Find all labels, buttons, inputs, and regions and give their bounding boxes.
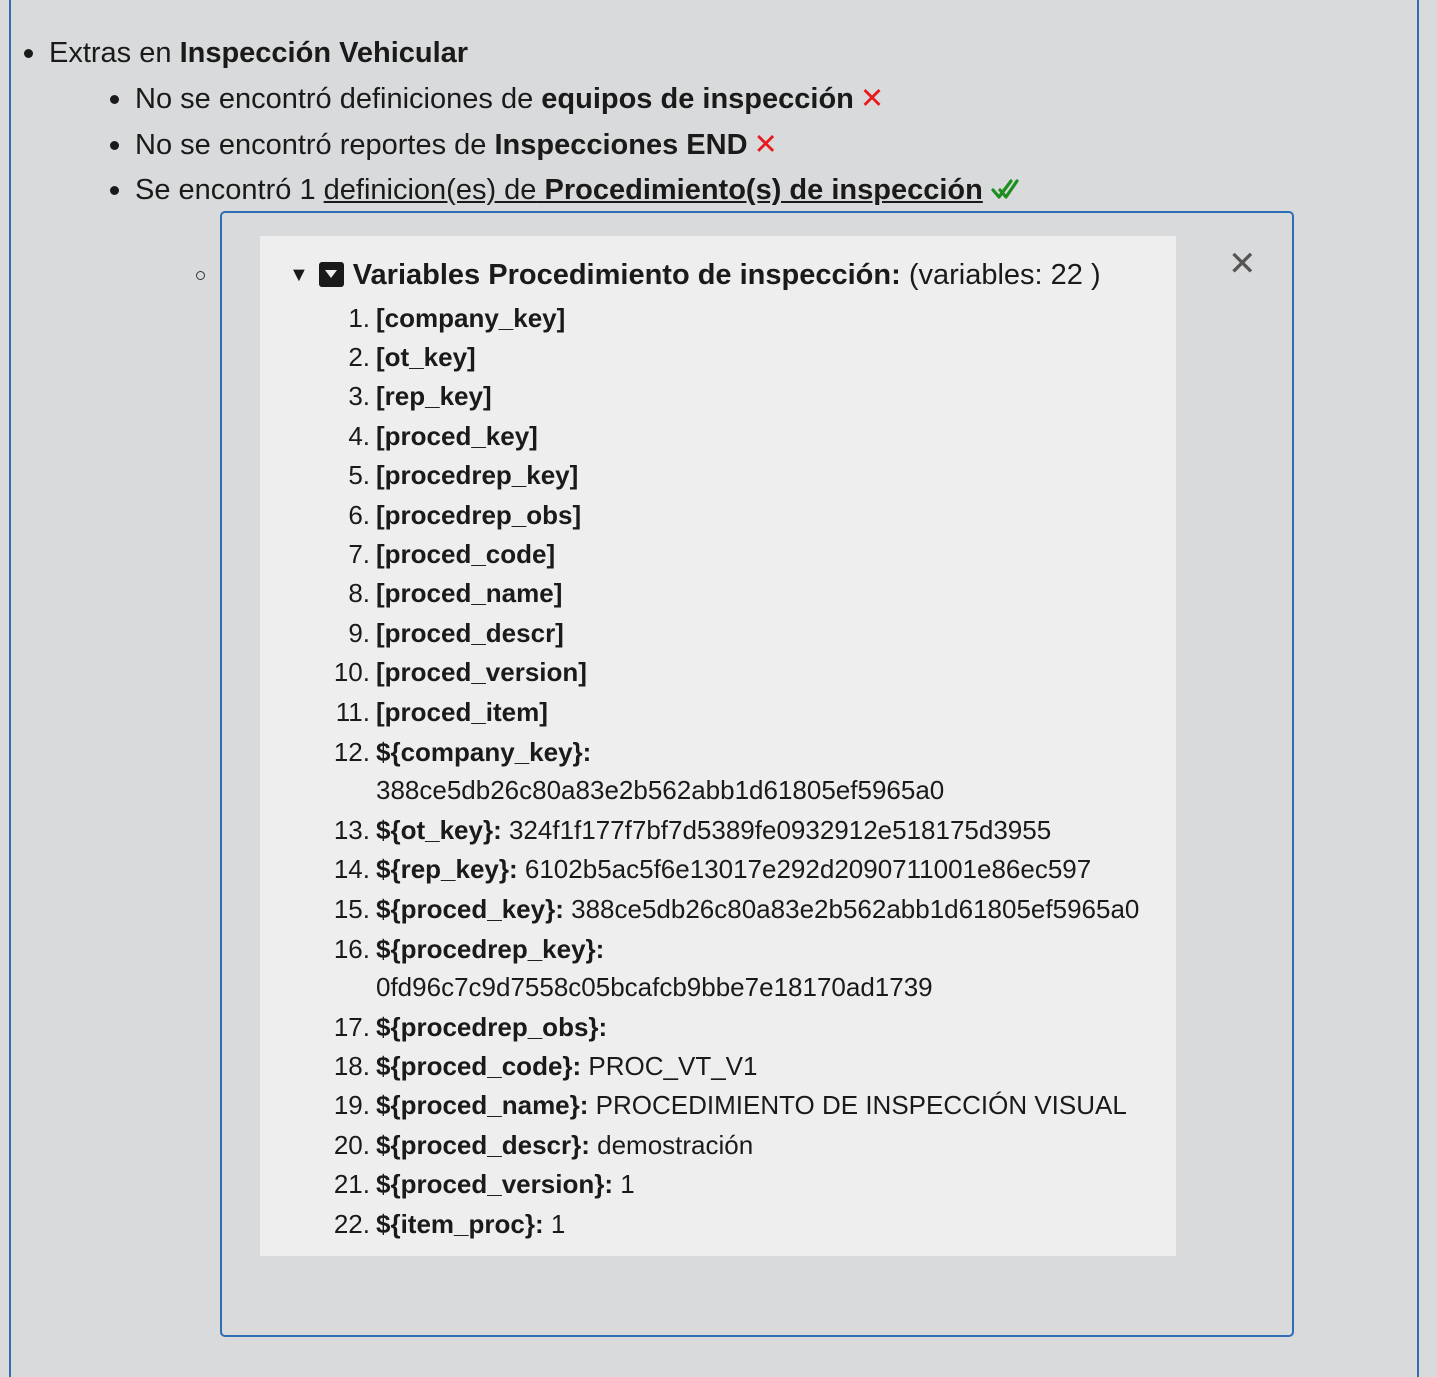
variable-key: [ot_key] bbox=[376, 342, 476, 372]
check-subject: equipos de inspección bbox=[541, 83, 854, 115]
variable-number: 10. bbox=[333, 657, 370, 687]
variable-item bbox=[348, 615, 1156, 651]
variable-key: [procedrep_key] bbox=[376, 460, 579, 490]
variable-item bbox=[348, 378, 1156, 414]
variable-key: ${procedrep_obs}: bbox=[376, 1012, 608, 1042]
variable-value: 1 bbox=[620, 1169, 635, 1199]
variable-value: PROCEDIMIENTO DE INSPECCIÓN VISUAL bbox=[595, 1090, 1127, 1120]
variable-key: ${item_proc}: bbox=[376, 1209, 544, 1239]
extras-module-name: Inspección Vehicular bbox=[179, 37, 469, 69]
variable-value: 388ce5db26c80a83e2b562abb1d61805ef5965a0 bbox=[376, 775, 945, 805]
variable-number: 2. bbox=[348, 342, 370, 372]
check-prefix: No se encontró definiciones de bbox=[135, 83, 534, 115]
variable-number: 18. bbox=[333, 1051, 370, 1081]
check-item-procedimientos bbox=[135, 172, 1019, 208]
variable-key: ${procedrep_key}: bbox=[376, 934, 605, 964]
variable-number: 5. bbox=[348, 460, 370, 490]
variable-number: 11. bbox=[335, 697, 370, 727]
dropdown-box-icon bbox=[319, 262, 344, 287]
variable-number: 7. bbox=[348, 539, 370, 569]
bullet-dot bbox=[24, 49, 33, 58]
variable-item bbox=[348, 575, 1156, 611]
variables-summary-toggle[interactable] bbox=[289, 256, 1101, 294]
variable-number: 13. bbox=[333, 815, 370, 845]
variable-item bbox=[335, 694, 1156, 730]
variable-number: 16. bbox=[333, 934, 370, 964]
variable-key: ${company_key}: bbox=[376, 737, 592, 767]
circle-bullet bbox=[196, 271, 205, 280]
variable-number: 4. bbox=[348, 421, 370, 451]
x-icon: ✕ bbox=[859, 83, 885, 115]
variable-key: [proced_code] bbox=[376, 539, 556, 569]
disclosure-triangle-icon: ▼ bbox=[289, 264, 309, 286]
variable-number: 17. bbox=[333, 1012, 370, 1042]
variable-value: 324f1f177f7bf7d5389fe0932912e518175d3955 bbox=[508, 815, 1052, 845]
variable-item bbox=[333, 851, 1156, 887]
variable-item bbox=[333, 1206, 1156, 1242]
variable-number: 8. bbox=[348, 578, 370, 608]
variable-item bbox=[333, 1127, 1156, 1163]
extras-prefix: Extras en bbox=[49, 37, 172, 69]
variable-key: ${proced_descr}: bbox=[376, 1130, 590, 1160]
variable-item bbox=[348, 457, 1156, 493]
variable-number: 20. bbox=[333, 1130, 370, 1160]
variable-number: 1. bbox=[348, 303, 370, 333]
variable-item bbox=[348, 339, 1156, 375]
variable-number: 22. bbox=[333, 1209, 370, 1239]
procedimientos-link[interactable] bbox=[324, 174, 983, 206]
bullet-dot bbox=[110, 141, 119, 150]
bullet-dot bbox=[110, 186, 119, 195]
link-text: definicion(es) de bbox=[323, 174, 537, 206]
variable-item bbox=[333, 812, 1156, 848]
check-prefix: Se encontró 1 bbox=[135, 174, 316, 206]
variable-key: [proced_version] bbox=[376, 657, 587, 687]
variable-key: [company_key] bbox=[376, 303, 566, 333]
variable-item bbox=[333, 891, 1156, 927]
variable-key: ${proced_version}: bbox=[376, 1169, 613, 1199]
check-item-inspecciones-end bbox=[135, 127, 778, 163]
frame-right-border bbox=[1417, 0, 1419, 1377]
variable-key: ${proced_name}: bbox=[376, 1090, 589, 1120]
variable-number: 14. bbox=[333, 854, 370, 884]
variable-item bbox=[333, 654, 1156, 690]
variable-item bbox=[333, 1009, 1156, 1045]
variable-item bbox=[333, 1048, 1156, 1084]
variable-value: demostración bbox=[597, 1130, 754, 1160]
variable-key: ${proced_key}: bbox=[376, 894, 564, 924]
variable-item bbox=[333, 1166, 1156, 1202]
variable-number: 9. bbox=[348, 618, 370, 648]
variable-value: 0fd96c7c9d7558c05bcafcb9bbe7e18170ad1739 bbox=[376, 972, 933, 1002]
variable-item bbox=[333, 733, 1156, 809]
x-icon: ✕ bbox=[753, 129, 778, 161]
variable-number: 3. bbox=[348, 381, 370, 411]
variable-value: 388ce5db26c80a83e2b562abb1d61805ef5965a0 bbox=[571, 894, 1140, 924]
variable-number: 19. bbox=[333, 1090, 370, 1120]
close-icon[interactable]: ✕ bbox=[1228, 245, 1257, 283]
variable-item bbox=[348, 418, 1156, 454]
variable-key: [proced_descr] bbox=[376, 618, 564, 648]
frame-left-border bbox=[9, 0, 11, 1377]
variable-value: 1 bbox=[550, 1209, 566, 1239]
variable-key: ${ot_key}: bbox=[376, 815, 502, 845]
extras-heading bbox=[49, 35, 468, 71]
variable-number: 12. bbox=[333, 737, 370, 767]
check-subject: Inspecciones END bbox=[494, 129, 748, 161]
variables-title: Variables Procedimiento de inspección: bbox=[352, 259, 901, 291]
variable-item bbox=[333, 1087, 1156, 1123]
variable-key: ${rep_key}: bbox=[376, 854, 518, 884]
variable-value: PROC_VT_V1 bbox=[588, 1051, 758, 1081]
variables-count: (variables: 22 ) bbox=[908, 259, 1101, 291]
variable-item bbox=[348, 536, 1156, 572]
variable-key: [rep_key] bbox=[376, 381, 492, 411]
variable-number: 21. bbox=[333, 1169, 370, 1199]
double-check-icon bbox=[991, 176, 1019, 202]
variable-value: 6102b5ac5f6e13017e292d2090711001e86ec597 bbox=[524, 854, 1092, 884]
variable-key: [proced_item] bbox=[376, 697, 548, 727]
variable-key: [procedrep_obs] bbox=[376, 500, 582, 530]
variable-number: 6. bbox=[348, 500, 370, 530]
variable-item bbox=[348, 497, 1156, 533]
check-item-equipos bbox=[135, 81, 884, 117]
variable-item bbox=[348, 300, 1156, 336]
check-prefix: No se encontró reportes de bbox=[135, 129, 487, 161]
variable-key: [proced_key] bbox=[376, 421, 538, 451]
variable-key: [proced_name] bbox=[376, 578, 563, 608]
bullet-dot bbox=[110, 95, 119, 104]
variable-item bbox=[333, 930, 1156, 1006]
link-bold-text: Procedimiento(s) de inspección bbox=[544, 174, 983, 206]
variable-number: 15. bbox=[333, 894, 370, 924]
variable-key: ${proced_code}: bbox=[376, 1051, 582, 1081]
